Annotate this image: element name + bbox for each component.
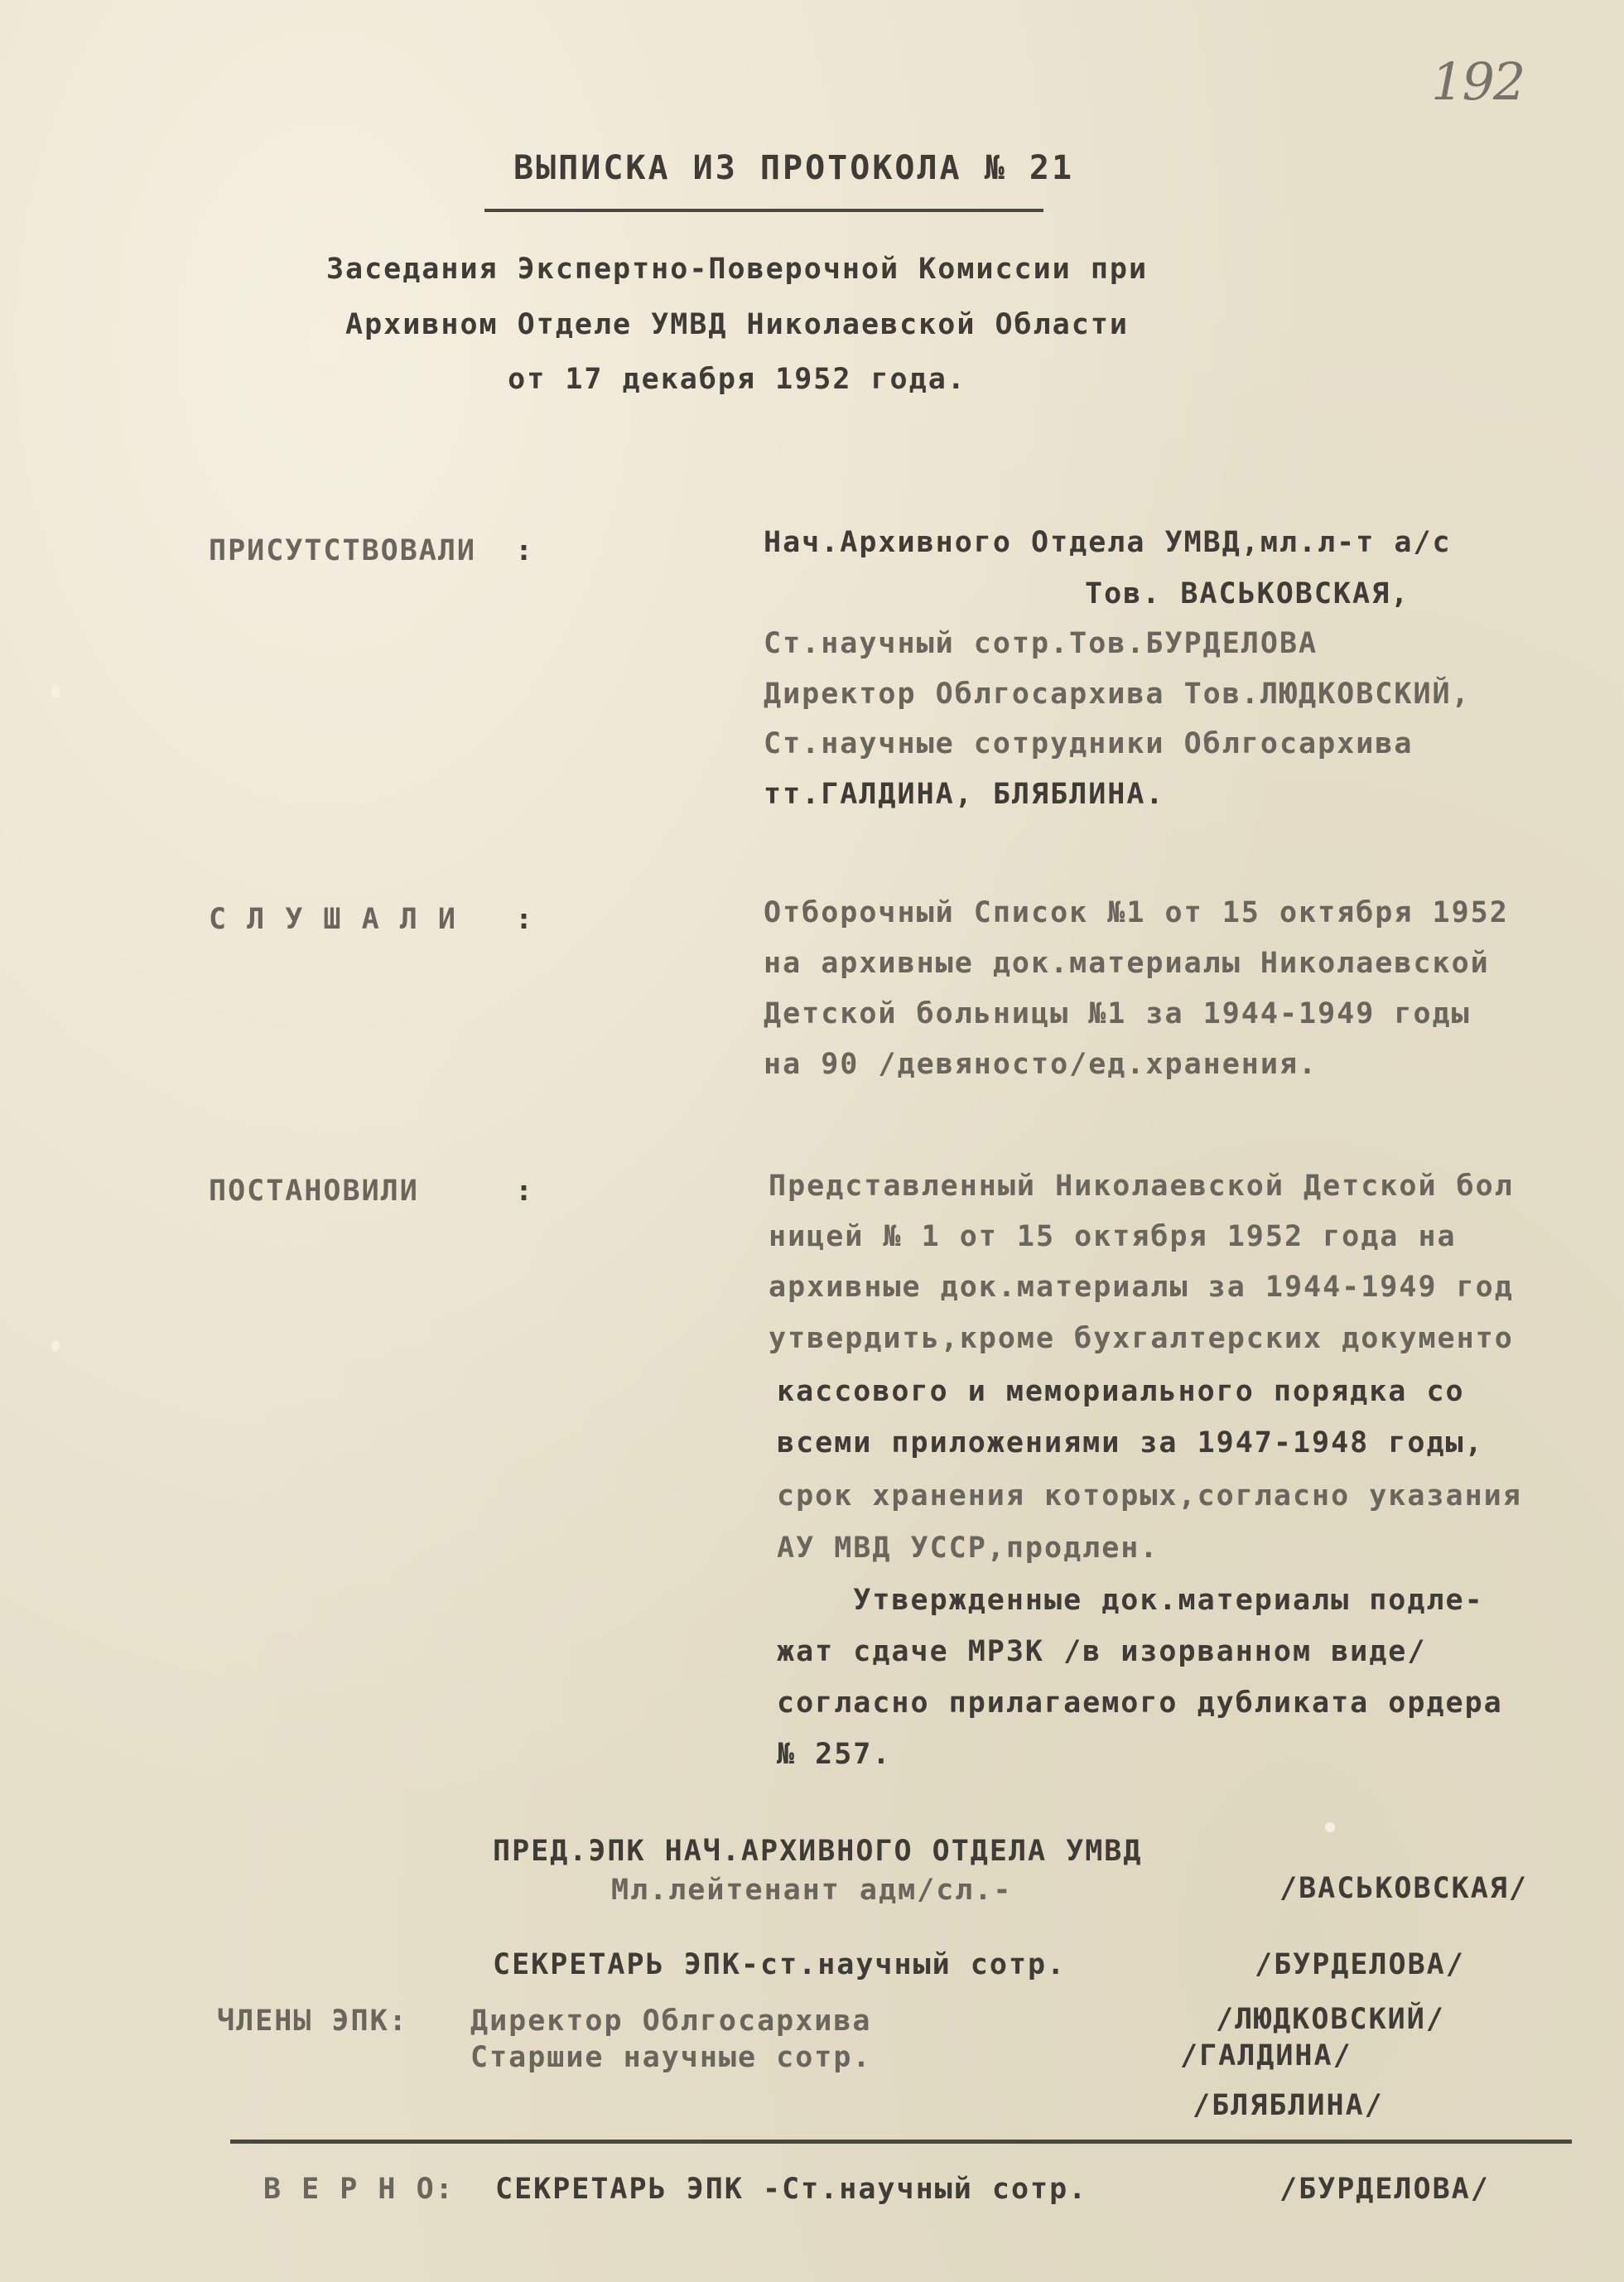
document-title: ВЫПИСКА ИЗ ПРОТОКОЛА № 21 xyxy=(513,149,1075,187)
resolved-line: № 257. xyxy=(777,1738,892,1771)
title-underline xyxy=(484,209,1043,212)
present-line: Тов. ВАСЬКОВСКАЯ, xyxy=(1085,577,1410,610)
subtitle-line-3: от 17 декабря 1952 года. xyxy=(508,363,966,396)
resolved-label: ПОСТАНОВИЛИ xyxy=(209,1175,419,1208)
member-role: Старшие научные сотр. xyxy=(470,2041,872,2074)
paper-speck xyxy=(1325,1822,1335,1832)
present-line: Ст.научный сотр.Тов.БУРДЕЛОВА xyxy=(764,627,1318,660)
subtitle-line-1: Заседания Экспертно-Поверочной Комиссии при xyxy=(325,253,1149,286)
resolved-line: кассового и мемориального порядка со xyxy=(777,1375,1465,1408)
heard-line: Детской больницы №1 за 1944-1949 годы xyxy=(764,997,1471,1030)
member-signature: /ГАЛДИНА/ xyxy=(1180,2039,1352,2072)
subtitle-line-2: Архивном Отделе УМВД Николаевской Области xyxy=(345,308,1129,341)
certified-title: СЕКРЕТАРЬ ЭПК -Ст.научный сотр. xyxy=(495,2173,1088,2206)
resolved-colon: : xyxy=(515,1175,535,1208)
member-signature: /БЛЯБЛИНА/ xyxy=(1193,2089,1384,2122)
chair-rank: Мл.лейтенант адм/сл.- xyxy=(611,1874,1013,1907)
present-line: тт.ГАЛДИНА, БЛЯБЛИНА. xyxy=(764,778,1165,811)
page-number: 192 xyxy=(1431,51,1525,112)
bottom-rule xyxy=(230,2140,1572,2144)
heard-label: С Л У Ш А Л И xyxy=(209,903,457,936)
resolved-line: АУ МВД УССР,продлен. xyxy=(777,1532,1159,1565)
present-line: Ст.научные сотрудники Облгосархива xyxy=(764,727,1414,760)
heard-line: Отборочный Список №1 от 15 октября 1952 xyxy=(764,896,1509,929)
secretary-signature: /БУРДЕЛОВА/ xyxy=(1255,1948,1465,1981)
present-line: Нач.Архивного Отдела УМВД,мл.л-т а/с xyxy=(764,526,1452,559)
punch-hole xyxy=(51,686,60,697)
present-colon: : xyxy=(515,534,535,567)
chair-title: ПРЕД.ЭПК НАЧ.АРХИВНОГО ОТДЕЛА УМВД xyxy=(493,1835,1143,1868)
present-line: Директор Облгосархива Тов.ЛЮДКОВСКИЙ, xyxy=(764,678,1471,711)
secretary-title: СЕКРЕТАРЬ ЭПК-ст.научный сотр. xyxy=(493,1948,1067,1981)
heard-colon: : xyxy=(515,903,535,936)
member-signature: /ЛЮДКОВСКИЙ/ xyxy=(1216,2003,1445,2036)
heard-line: на архивные док.материалы Николаевской xyxy=(764,947,1490,980)
resolved-line: архивные док.материалы за 1944-1949 год xyxy=(769,1271,1514,1304)
certified-signature: /БУРДЕЛОВА/ xyxy=(1279,2173,1490,2206)
chair-signature: /ВАСЬКОВСКАЯ/ xyxy=(1279,1872,1528,1905)
resolved-line: жат сдаче МРЗК /в изорванном виде/ xyxy=(777,1635,1427,1668)
punch-hole xyxy=(51,1340,60,1352)
resolved-line: Утвержденные док.материалы подле- xyxy=(777,1584,1484,1617)
resolved-line: всеми приложениями за 1947-1948 годы, xyxy=(777,1426,1484,1459)
certified-label: В Е Р Н О: xyxy=(263,2173,455,2206)
present-label: ПРИСУТСТВОВАЛИ xyxy=(209,534,477,567)
resolved-line: Представленный Николаевской Детской бол xyxy=(769,1170,1514,1203)
resolved-line: ницей № 1 от 15 октября 1952 года на xyxy=(769,1220,1457,1253)
resolved-line: срок хранения которых,согласно указания xyxy=(777,1479,1522,1512)
resolved-line: утвердить,кроме бухгалтерских документо xyxy=(769,1322,1514,1355)
resolved-line: согласно прилагаемого дубликата ордера xyxy=(777,1686,1503,1720)
heard-line: на 90 /девяносто/ед.хранения. xyxy=(764,1048,1318,1081)
member-role: Директор Облгосархива xyxy=(470,2005,872,2038)
members-label: ЧЛЕНЫ ЭПК: xyxy=(217,2005,408,2038)
